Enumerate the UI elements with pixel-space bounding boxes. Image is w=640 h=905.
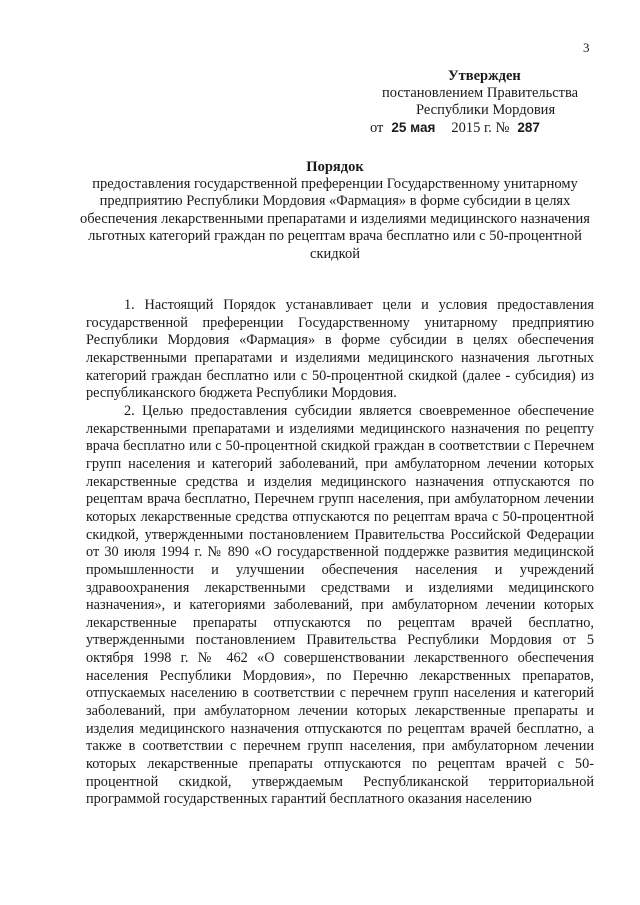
approval-line-2: Республики Мордовия <box>416 102 556 118</box>
approval-block <box>370 68 610 137</box>
page-number: 3 <box>583 40 590 55</box>
document-title: Порядок <box>306 159 364 175</box>
approval-date-line <box>370 119 610 137</box>
paragraph-1: 1. Настоящий Порядок устанавливает цели и условия предоставления государственной преференции Государственному унитарному предприятию Республики Мордовия «Фармация» в форме субсидии в целях обеспечения лекарственными препаратами и изделиями медицинского назначения льготных категорий граждан бесплатно или с 50-процентной скидкой (далее - субсидия) из республиканского бюджета Республики Мордовия. <box>86 297 594 402</box>
document-subtitle: предоставления государственной преференции Государственному унитарному предприятию Республики Мордовия «Фармация» в форме субсидии в целях обеспечения лекарственными препаратами и изделиями медицинского назначения льготных категорий граждан по рецептам врача бесплатно или с 50-процентной скидкой <box>80 176 590 262</box>
approval-date-prefix: от <box>370 120 384 136</box>
approval-date-year: 2015 г. № <box>451 120 510 136</box>
paragraph-2: 2. Целью предоставления субсидии является своевременное обеспечение лекарственными препаратами и изделиями медицинского назначения по рецепту врача бесплатно или с 50-процентной скидкой граждан в соответствии с Перечнем групп населения и категорий заболеваний, при амбулаторном лечении которых лекарственные средства и изделия медицинского назначения отпускаются по рецептам врача бесплатно, Перечнем групп населения, при амбулаторном лечении которых лекарственные средства отпускаются по рецептам врача с 50-процентной скидкой, утвержденными постановлением Правительства Российской Федерации от 30 июля 1994 г. № 890 «О государственной поддержке развития медицинской промышленности и улучшении обеспечения населения и учреждений здравоохранения лекарственными средствами и изделиями медицинского назначения», и категориями заболеваний, при амбулаторном лечении которых лекарственные препараты отпускаются по рецептам врачей бесплатно, утвержденными постановлением Правительства Республики Мордовия от 5 октября 1998 г. № 462 «О совершенствовании лекарственного обеспечения населения Республики Мордовия», по Перечню лекарственных препаратов, отпускаемых населению в соответствии с перечнем групп населения и категорий заболеваний, при амбулаторном лечении которых лекарственные препараты и изделия медицинского назначения отпускаются по рецептам врачей бесплатно, а также в соответствии с перечнем групп населения, при амбулаторном лечении которых лекарственные препараты отпускаются по рецептам врачей с 50-процентной скидкой, утверждаемым Республиканской территориальной программой государственных гарантий бесплатного оказания населению <box>86 402 594 808</box>
approval-number: 287 <box>517 120 540 135</box>
approval-date-day-month: 25 мая <box>391 120 436 135</box>
approval-title: Утвержден <box>448 68 521 84</box>
document-body <box>86 297 594 809</box>
approval-line-1: постановлением Правительства <box>382 85 579 101</box>
